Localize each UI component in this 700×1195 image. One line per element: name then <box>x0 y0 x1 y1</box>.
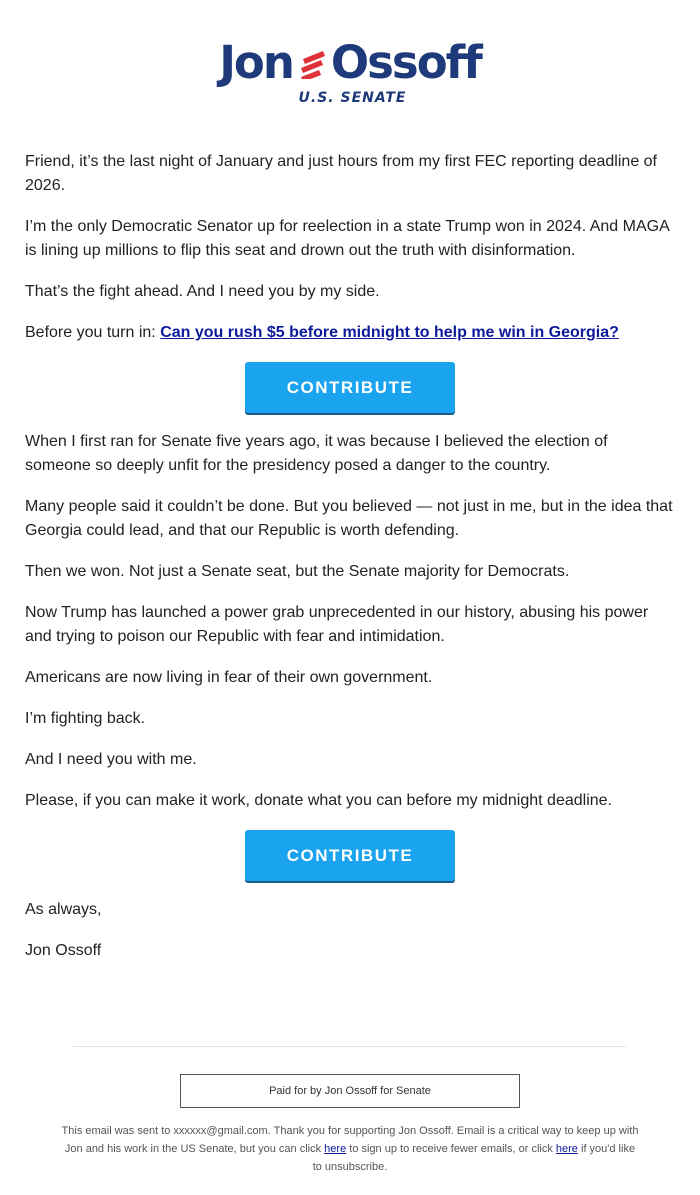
logo-wordmark <box>219 38 481 88</box>
paragraph: Then we won. Not just a Senate seat, but the Senate majority for Democrats. <box>25 563 570 580</box>
footer-text <box>60 1122 640 1176</box>
unsubscribe-link[interactable]: here <box>555 1143 578 1155</box>
logo-subtitle: U.S. SENATE <box>298 90 407 106</box>
paragraph: Americans are now living in fear of their own government. <box>25 669 433 686</box>
logo-first-name: Jon <box>219 36 293 89</box>
button-row <box>25 362 675 413</box>
paragraph: I’m the only Democratic Senator up for reelection in a state Trump won in 2024. And MAGA is lining up millions to flip this seat and drown out the truth with disinformation. <box>25 218 669 259</box>
button-row <box>25 830 675 881</box>
paragraph: Many people said it couldn’t be done. But you believed — not just in me, but in the idea that Georgia could lead, and that our Republic is worth defending. <box>25 498 673 539</box>
footer-text-part: This email was sent to <box>61 1125 174 1137</box>
flag-stripes-icon <box>299 47 329 79</box>
contribute-button[interactable]: CONTRIBUTE <box>245 362 455 413</box>
paragraph: That’s the fight ahead. And I need you by my side. <box>25 283 380 300</box>
paragraph: I’m fighting back. <box>25 710 146 727</box>
paragraph: Friend, it’s the last night of January and just hours from my first FEC reporting deadline of 2026. <box>25 153 657 194</box>
paragraph: When I first ran for Senate five years ago, it was because I believed the election of someone so deeply unfit for the presidency posed a danger to the country. <box>25 433 608 474</box>
paragraph: Please, if you can make it work, donate what you can before my midnight deadline. <box>25 792 612 809</box>
contribute-button[interactable]: CONTRIBUTE <box>245 830 455 881</box>
footer-text-part: if you'd like to unsubscribe. <box>312 1143 636 1173</box>
signature: Jon Ossoff <box>25 942 102 959</box>
donate-link[interactable]: Can you rush $5 before midnight to help me win in Georgia? <box>160 324 619 341</box>
fewer-emails-link[interactable]: here <box>324 1143 347 1155</box>
closing: As always, <box>25 901 102 918</box>
footer-text-part: . Thank you for supporting Jon Ossoff. Email is a critical way to keep up with Jon and his work in the US Senate, but you can click <box>64 1125 639 1155</box>
logo <box>0 38 700 106</box>
email-body <box>25 150 675 980</box>
footer-divider <box>73 1046 626 1047</box>
paragraph-prefix: Before you turn in: <box>25 324 161 341</box>
paid-for-disclaimer: Paid for by Jon Ossoff for Senate <box>180 1074 520 1108</box>
paragraph: And I need you with me. <box>25 751 197 768</box>
recipient-email: xxxxxx@gmail.com <box>173 1125 268 1137</box>
footer-text-part: to sign up to receive fewer emails, or click <box>346 1143 556 1155</box>
logo-last-name: Ossoff <box>330 36 481 89</box>
paragraph: Now Trump has launched a power grab unprecedented in our history, abusing his power and trying to poison our Republic with fear and intimidation. <box>25 604 649 645</box>
paragraph <box>25 321 675 345</box>
